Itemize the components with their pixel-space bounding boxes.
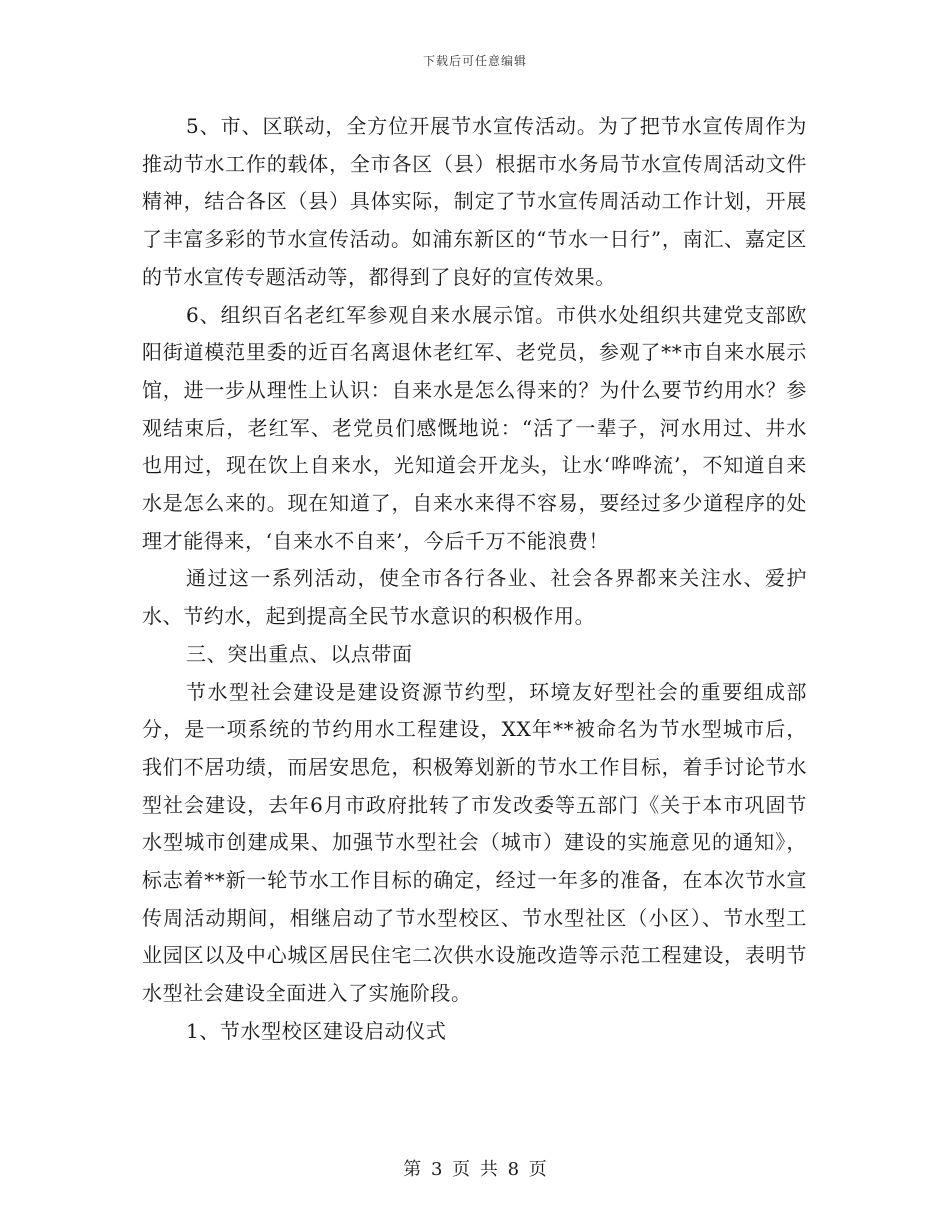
paragraph-5-publicity: 5、市、区联动，全方位开展节水宣传活动。为了把节水宣传周作为推动节水工作的载体，全市各区（县）根据市水务局节水宣传周活动文件精神，结合各区（县）具体实际，制定了节水宣传周活动工作计划，开展了丰富多彩的节水宣传活动。如浦东新区的“节水一日行”，南汇、嘉定区的节水宣传专题活动等，都得到了良好的宣传效果。 <box>142 114 807 289</box>
page-number: 第 3 页 共 8 页 <box>403 1159 547 1180</box>
paragraph-water-saving-society: 节水型社会建设是建设资源节约型，环境友好型社会的重要组成部分，是一项系统的节约用水工程建设，XX年**被命名为节水型城市后，我们不居功绩，而居安思危，积极筹划新的节水工作目标，着手讨论节水型社会建设，去年6月市政府批转了市发改委等五部门《关于本市巩固节水型城市创建成果、加强节水型社会（城市）建设的实施意见的通知》，标志着**新一轮节水工作目标的确定，经过一年多的准备，在本次节水宣传周活动期间，相继启动了节水型校区、节水型社区（小区）、节水型工业园区以及中心城区居民住宅二次供水设施改造等示范工程建设，表明节水型社会建设全面进入了实施阶段。 <box>142 679 807 1006</box>
page-header: 下载后可任意编辑 <box>422 54 527 68</box>
paragraph-summary: 通过这一系列活动，使全市各行各业、社会各界都来关注水、爱护水、节约水，起到提高全民节水意识的积极作用。 <box>142 566 807 629</box>
document-body <box>142 108 807 1051</box>
subheading-campus-launch: 1、节水型校区建设启动仪式 <box>186 1018 447 1043</box>
paragraph-6-red-army-visit: 6、组织百名老红军参观自来水展示馆。市供水处组织共建党支部欧阳街道模范里委的近百名离退休老红军、老党员，参观了**市自来水展示馆，进一步从理性上认识：自来水是怎么得来的？为什么要节约用水？参观结束后，老红军、老党员们感慨地说：“活了一辈子，河水用过、井水也用过，现在饮上自来水，光知道会开龙头，让水‘哗哗流’，不知道自来水是怎么来的。现在知道了，自来水来得不容易，要经过多少道程序的处理才能得来，‘自来水不自来’，今后千万不能浪费！ <box>142 302 807 553</box>
section-heading-3: 三、突出重点、以点带面 <box>186 641 413 666</box>
